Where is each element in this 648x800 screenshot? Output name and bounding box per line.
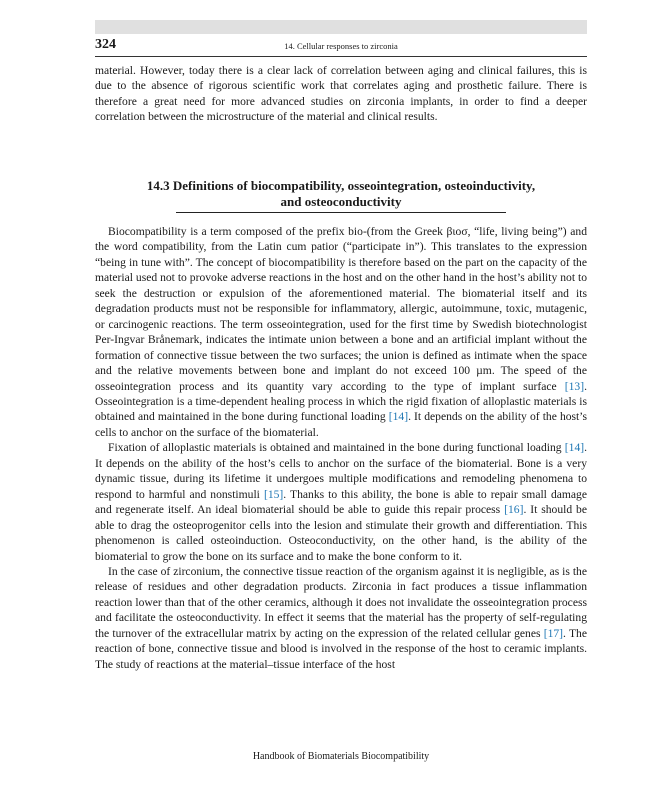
text-run: In the case of zirconium, the connective tissue reaction of the organism against it is negligible, as is the release of residues and other degradation products. Zirconia in fact produces a tissue inflammation reaction lower than that of the other ceramics, although it does not invalidate the osseointegration process and facilitate the osteoconductivity. In effect it seems that the material has the property of self-regulating the turnover of the extracellular matrix by acting on the expression of the related cellular genes	[95, 564, 587, 640]
citation-link[interactable]: [15]	[263, 487, 284, 501]
text-run: . Thanks to this ability, the bone is able to repair small damage and regenerate itself. An ideal biomaterial should be able to guide this repair process	[95, 487, 587, 517]
header-bar	[95, 20, 587, 34]
page-header	[95, 36, 587, 56]
page-number: 324	[95, 37, 116, 52]
citation-link[interactable]: [14]	[388, 410, 409, 424]
citation-link[interactable]: [17]	[543, 626, 564, 640]
section-body	[95, 224, 587, 672]
text-run: . Osseointegration is a time-dependent healing process in which the rigid fixation of alloplastic materials is obtained and maintained in the bone during functional loading	[95, 379, 587, 424]
citation-link[interactable]: [14]	[564, 441, 585, 455]
intro-paragraph: material. However, today there is a clear lack of correlation between aging and clinical failures, this is due to the absence of rigorous scientific work that correlates aging and prosthetic failure. There is therefore a great need for more advanced studies on zirconia implants, in order to find a deeper correlation between the microstructure of the material and clinical results.	[95, 64, 587, 124]
citation-link[interactable]: [16]	[504, 503, 524, 517]
header-rule	[95, 56, 587, 57]
section-heading-line-2: and osteoconductivity	[280, 194, 402, 209]
running-head: 14. Cellular responses to zirconia	[284, 41, 398, 51]
text-run: . It depends on the ability of the host’s cells to anchor on the surface of the biomaterial.	[95, 410, 587, 439]
section-heading-line-1: 14.3 Definitions of biocompatibility, osseointegration, osteoinductivity,	[146, 178, 536, 193]
page-footer: Handbook of Biomaterials Biocompatibility	[252, 751, 430, 762]
paragraph-zirconium	[95, 564, 587, 672]
text-run: . The reaction of bone, connective tissue and blood is involved in the response of the host to ceramic implants. The study of reactions at the material–tissue interface of the host	[95, 626, 587, 671]
text-run: . It should be able to drag the osteoprogenitor cells into the lesion and stimulate their growth and differentiation. This phenomenon is called osteoinduction. Osteoconductivity, on the other hand, is the ability of the biomaterial to grow the bone on its surface and to make the bone conform to it.	[95, 503, 587, 563]
section-heading-rule	[176, 212, 506, 213]
text-run: Biocompatibility is a term composed of the prefix bio-(from the Greek βιοσ, “life, living being”) and the word compatibility, from the Latin cum patior (“participate in”). This translates to the expression “being in tune with”. The concept of biocompatibility is therefore based on the part on the capacity of the material used not to provoke adverse reactions in the host and on the other hand in the host’s ability not to seek the destruction or expulsion of the aforementioned material. The biomaterial itself and its degradation products must not be responsible for inflammatory, allergic, autoimmune, toxic, mutagenic, or carcinogenic reactions. The term osseointegration, used for the first time by Swedish biotechnologist Per-Ingvar Brånemark, indicates the intimate union between a bone and an artificial implant without the formation of connective tissue between the two surfaces; the union is defined as intimate when the space and the relative movements between bone and implant do not exceed 100 µm. The speed of the osseointegration process and its quantity vary according to the type of implant surface	[95, 225, 587, 393]
text-run: . It depends on the ability of the host’s cells to anchor on the surface of the biomaterial. Bone is a very dynamic tissue, during its lifetime it undergoes multiple modifications and remodeling phenomena to respond to harmful and nonstimuli	[95, 441, 588, 501]
citation-link[interactable]: [13]	[564, 379, 585, 393]
paragraph-fixation	[95, 440, 587, 564]
text-run: Fixation of alloplastic materials is obtained and maintained in the bone during functional loading	[108, 441, 562, 455]
section-heading	[95, 178, 587, 210]
paragraph-biocompatibility	[95, 224, 587, 440]
